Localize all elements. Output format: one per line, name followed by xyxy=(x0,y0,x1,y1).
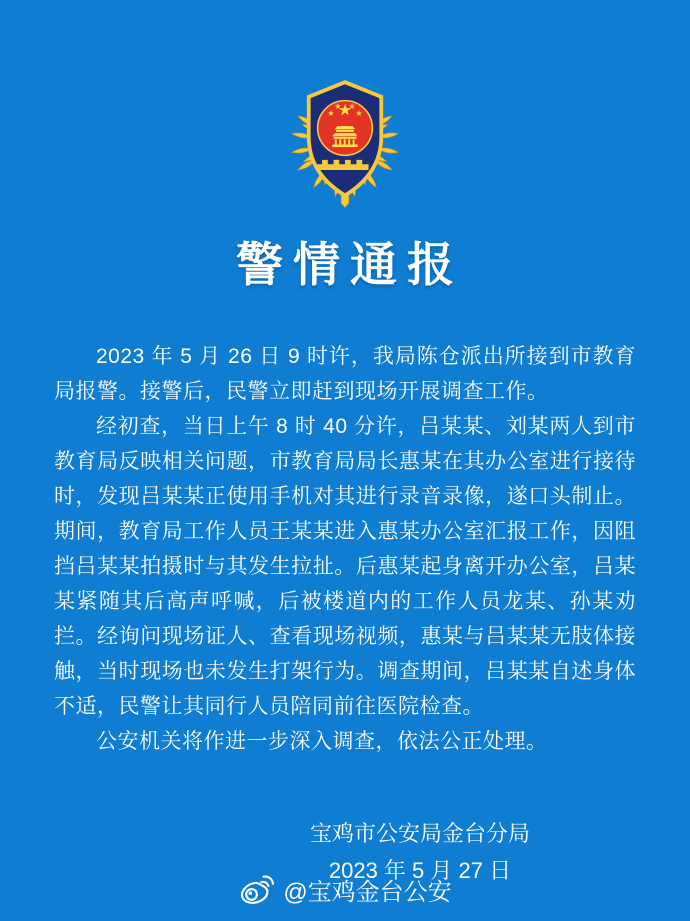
police-badge-icon xyxy=(275,68,415,216)
notice-title: 警情通报 xyxy=(236,238,464,291)
paragraph-1: 2023 年 5 月 26 日 9 时许，我局陈仓派出所接到市教育局报警。接警后，民警立即赶到现场开展调查工作。 xyxy=(54,345,636,403)
issuing-agency: 宝鸡市公安局金台分局 xyxy=(309,821,530,846)
weibo-footer xyxy=(0,872,690,907)
paragraph-3: 公安机关将作进一步深入调查，依法公正处理。 xyxy=(96,730,548,753)
issue-date: 2023 年 5 月 27 日 xyxy=(328,858,512,883)
paragraph-2: 经初查，当日上午 8 时 40 分许，吕某某、刘某两人到市教育局反映相关问题，市教育局局长惠某在其办公室进行接待时，发现吕某某正使用手机对其进行录音录像，遂口头制止。期间，教育局工作人员王某某进入惠某办公室汇报工作，因阻挡吕某某拍摄时与其发生拉扯。后惠某起身离开办公室，吕某某紧随其后高声呼喊，后被楼道内的工作人员龙某、孙某劝拦。经询问现场证人、查看现场视频，惠某与吕某某无肢体接触，当时现场也未发生打架行为。调查期间，吕某某自述身体不适，民警让其同行人员陪同前往医院检查。 xyxy=(54,415,636,718)
weibo-handle: @宝鸡金台公安 xyxy=(283,879,452,906)
weibo-icon xyxy=(238,874,274,906)
notice-body xyxy=(54,339,636,759)
